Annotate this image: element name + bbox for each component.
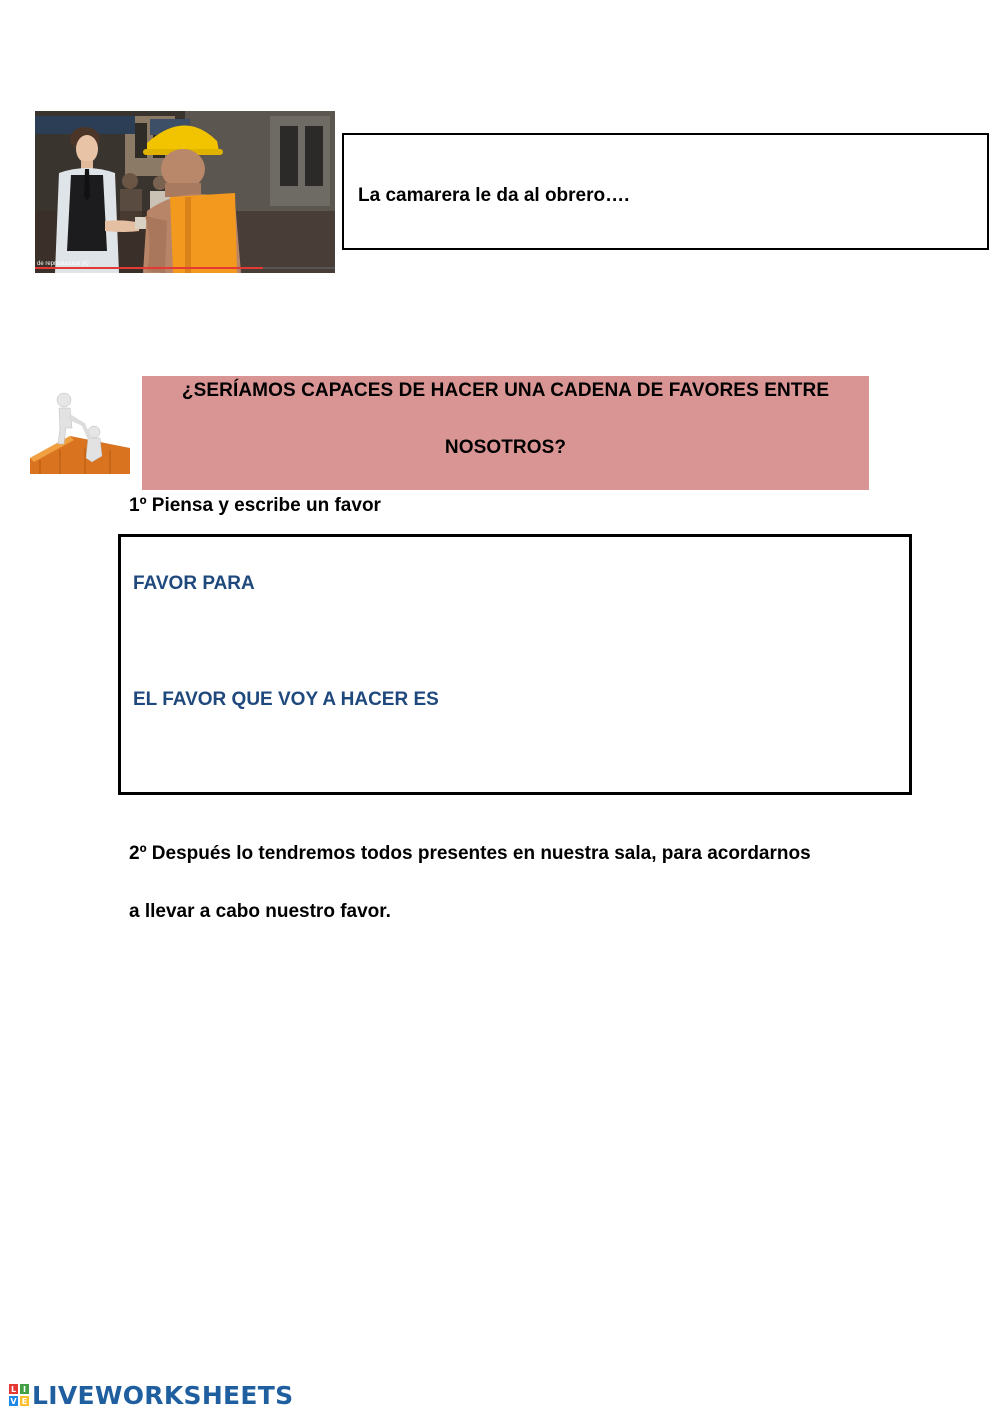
banner-line-2: NOSOTROS? — [444, 437, 567, 458]
svg-text:E: E — [21, 1397, 28, 1406]
favor-description-label: EL FAVOR QUE VOY A HACER ES — [133, 689, 439, 710]
helping-figures-image — [30, 388, 130, 474]
brand-name: LIVEWORKSHEETS — [32, 1380, 294, 1410]
step-2-line-2: a llevar a cabo nuestro favor. — [129, 901, 391, 922]
banner-line-1: ¿SERÍAMOS CAPACES DE HACER UNA CADENA DE FAVORES ENTRE — [181, 380, 830, 401]
favor-answer-box[interactable] — [118, 534, 912, 795]
svg-text:L: L — [10, 1385, 17, 1394]
question-banner — [142, 376, 869, 490]
answer-prompt-text: La camarera le da al obrero…. — [358, 185, 630, 206]
waitress-worker-illustration — [35, 111, 335, 273]
favor-for-label: FAVOR PARA — [133, 573, 255, 594]
step-2-line-1: 2º Después lo tendremos todos presentes en nuestra sala, para acordarnos — [129, 843, 811, 864]
svg-text:I: I — [23, 1385, 26, 1394]
video-caption: de reproducción (k) — [37, 261, 89, 267]
liveworksheets-logo-icon — [8, 1383, 30, 1407]
svg-text:V: V — [10, 1397, 17, 1406]
video-still-image — [35, 111, 335, 273]
step-1-instruction: 1º Piensa y escribe un favor — [129, 495, 381, 516]
answer-box[interactable] — [342, 133, 989, 250]
liveworksheets-brand — [8, 1380, 293, 1410]
